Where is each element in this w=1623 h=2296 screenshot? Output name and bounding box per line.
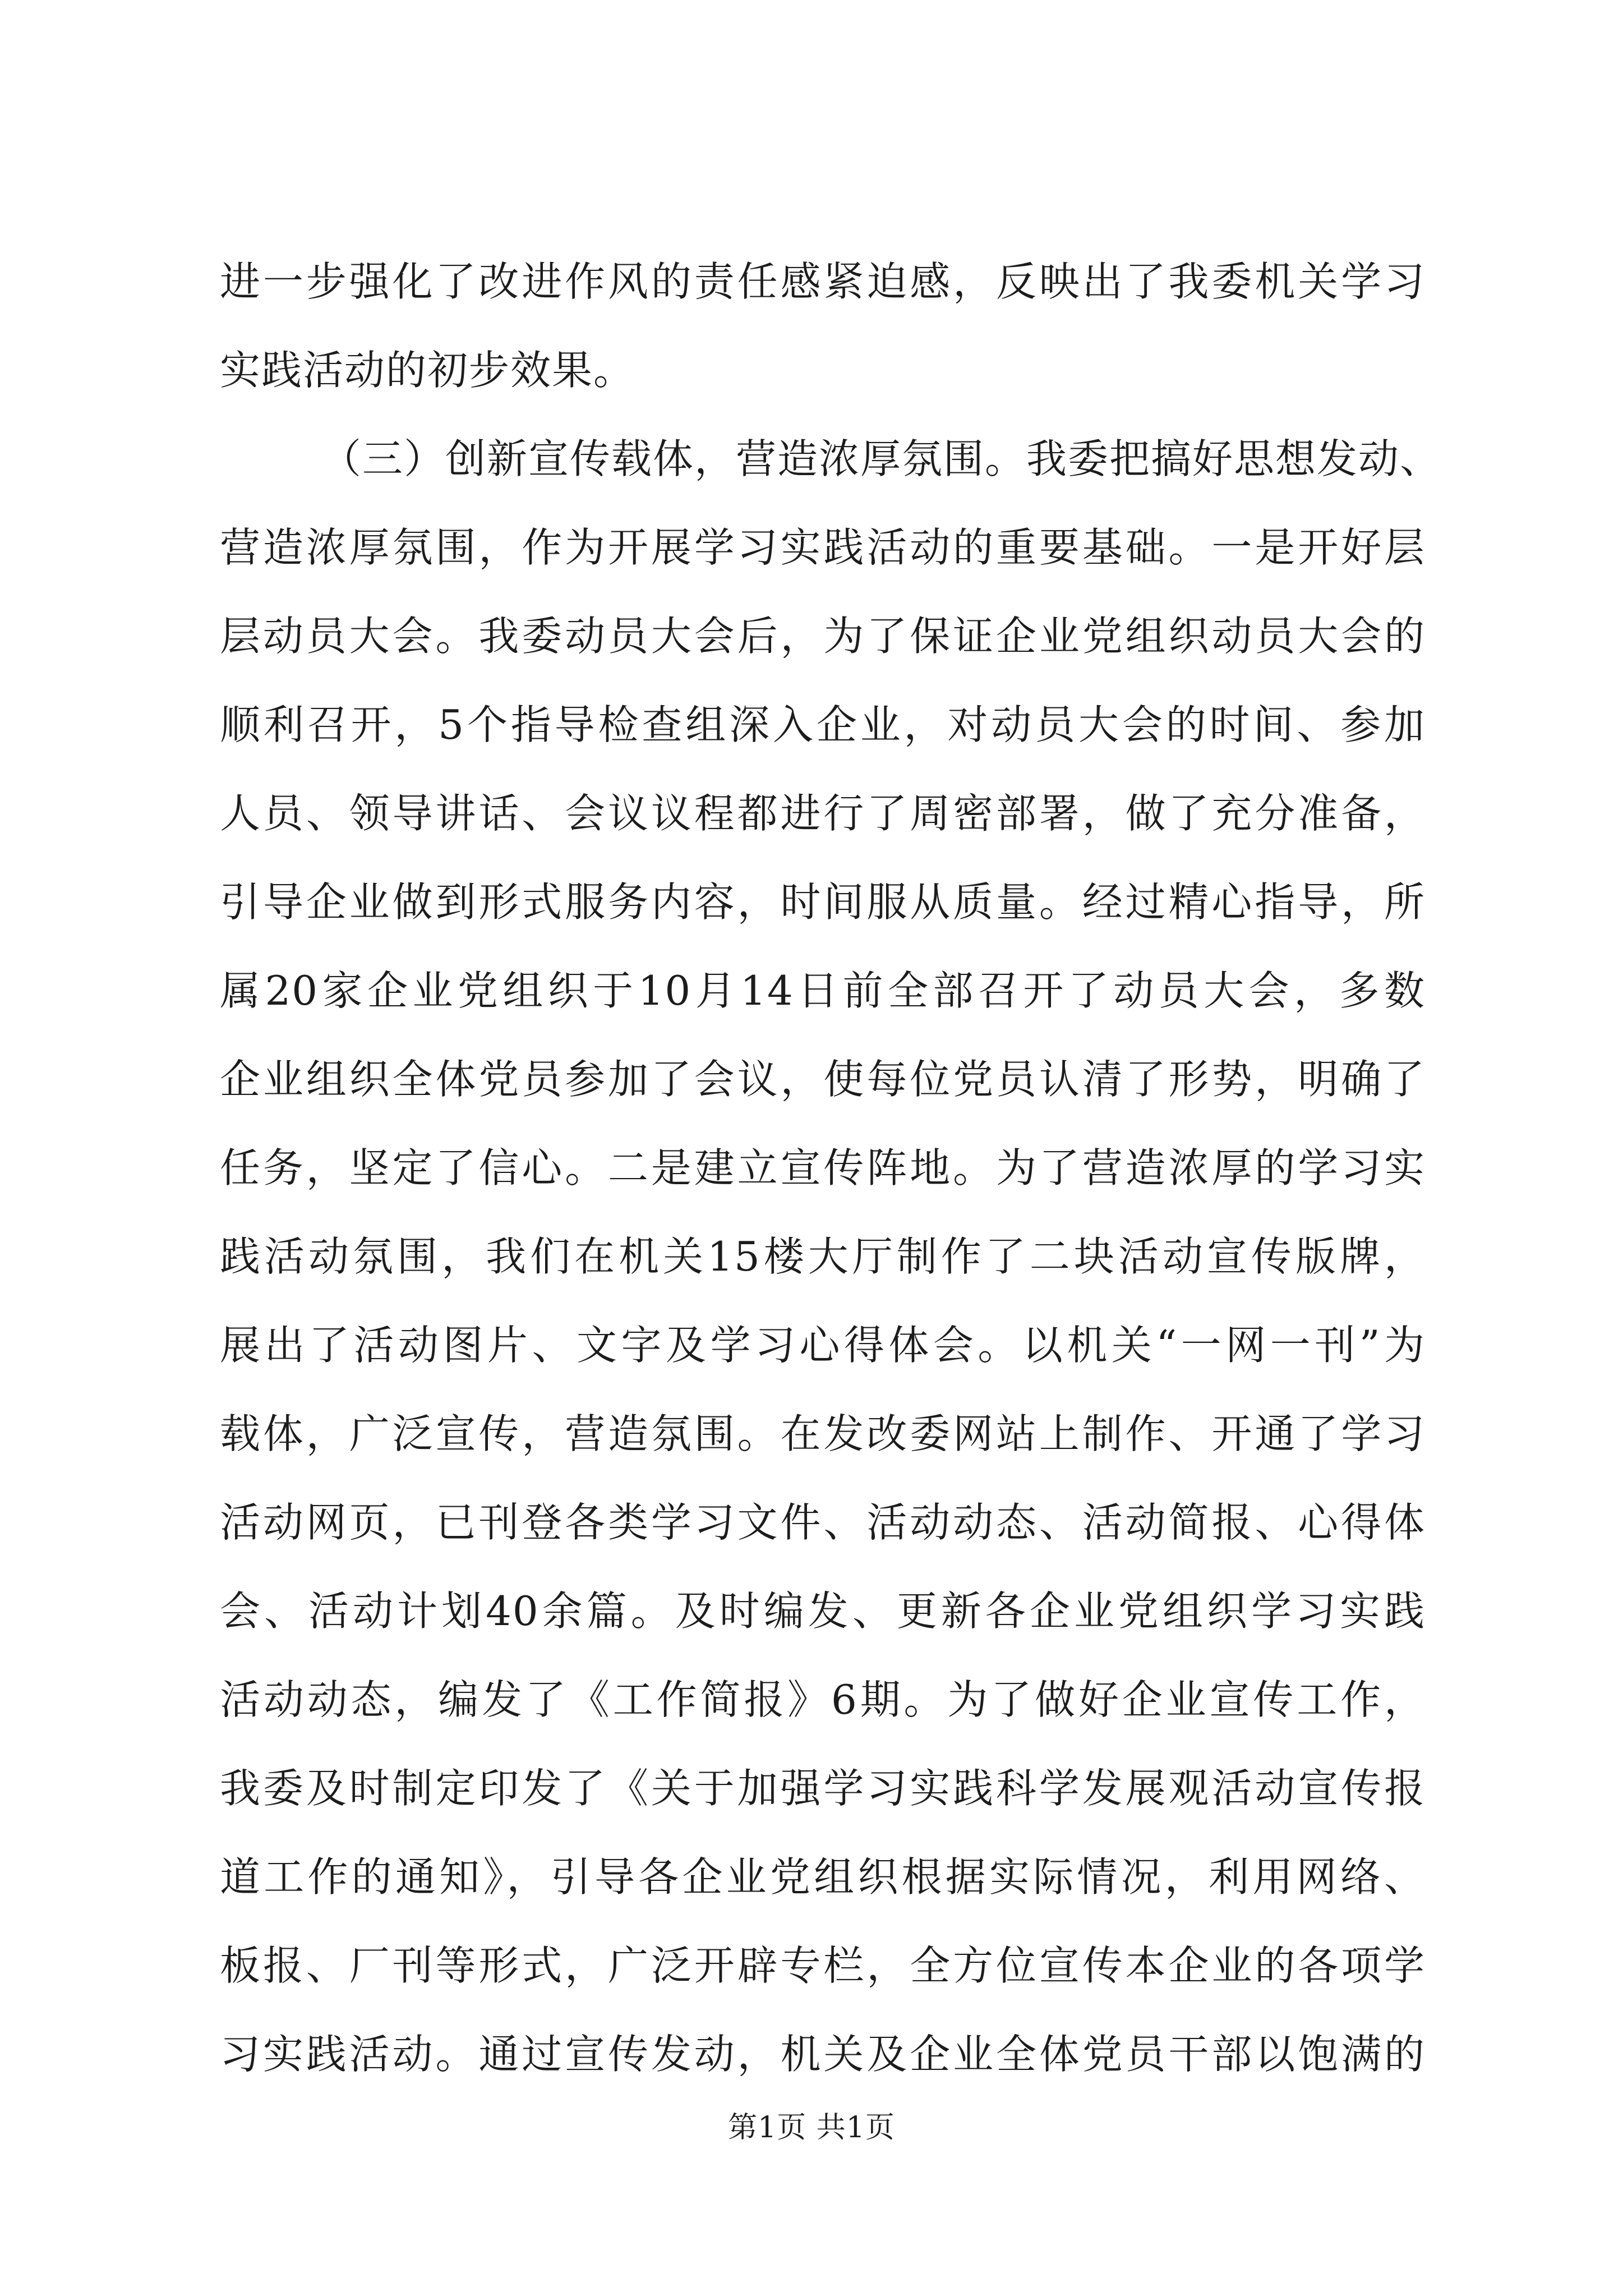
text-line: 引导企业做到形式服务内容，时间服从质量。经过精心指导，所 bbox=[220, 878, 1426, 926]
text-line: 进一步强化了改进作风的责任感紧迫感，反映出了我委机关学习 bbox=[220, 258, 1426, 305]
text-line: 任务，坚定了信心。二是建立宣传阵地。为了营造浓厚的学习实 bbox=[220, 1144, 1426, 1191]
text-line: 我委及时制定印发了《关于加强学习实践科学发展观活动宣传报 bbox=[220, 1765, 1426, 1812]
text-line: 会、活动计划40余篇。及时编发、更新各企业党组织学习实践 bbox=[220, 1588, 1426, 1635]
text-line: 企业组织全体党员参加了会议，使每位党员认清了形势，明确了 bbox=[220, 1056, 1426, 1103]
text-line: 践活动氛围，我们在机关15楼大厅制作了二块活动宣传版牌， bbox=[220, 1233, 1426, 1280]
text-line: 层动员大会。我委动员大会后，为了保证企业党组织动员大会的 bbox=[220, 613, 1426, 660]
body-text bbox=[220, 255, 1442, 2116]
text-line: 板报、厂刊等形式，广泛开辟专栏，全方位宣传本企业的各项学 bbox=[220, 1942, 1426, 1989]
text-line: 属20家企业党组织于10月14日前全部召开了动员大会，多数 bbox=[220, 967, 1426, 1014]
text-line: （三）创新宣传载体，营造浓厚氛围。我委把搞好思想发动、 bbox=[321, 435, 1442, 482]
text-line: 人员、领导讲话、会议议程都进行了周密部署，做了充分准备， bbox=[220, 790, 1426, 837]
text-line: 顺利召开，5个指导检查组深入企业，对动员大会的时间、参加 bbox=[220, 701, 1426, 748]
text-line: 营造浓厚氛围，作为开展学习实践活动的重要基础。一是开好层 bbox=[220, 524, 1426, 571]
text-line: 载体，广泛宣传，营造氛围。在发改委网站上制作、开通了学习 bbox=[220, 1410, 1426, 1457]
text-line: 展出了活动图片、文字及学习心得体会。以机关“一网一刊”为 bbox=[220, 1322, 1426, 1369]
text-line: 活动网页，已刊登各类学习文件、活动动态、活动简报、心得体 bbox=[220, 1499, 1426, 1546]
text-line: 活动动态，编发了《工作简报》6期。为了做好企业宣传工作， bbox=[220, 1676, 1426, 1723]
text-line: 实践活动的初步效果。 bbox=[220, 347, 635, 394]
text-line: 习实践活动。通过宣传发动，机关及企业全体党员干部以饱满的 bbox=[220, 2031, 1426, 2078]
text-line: 道工作的通知》，引导各企业党组织根据实际情况，利用网络、 bbox=[220, 1853, 1426, 1901]
page-footer: 第1页 共1页 bbox=[728, 2111, 895, 2145]
